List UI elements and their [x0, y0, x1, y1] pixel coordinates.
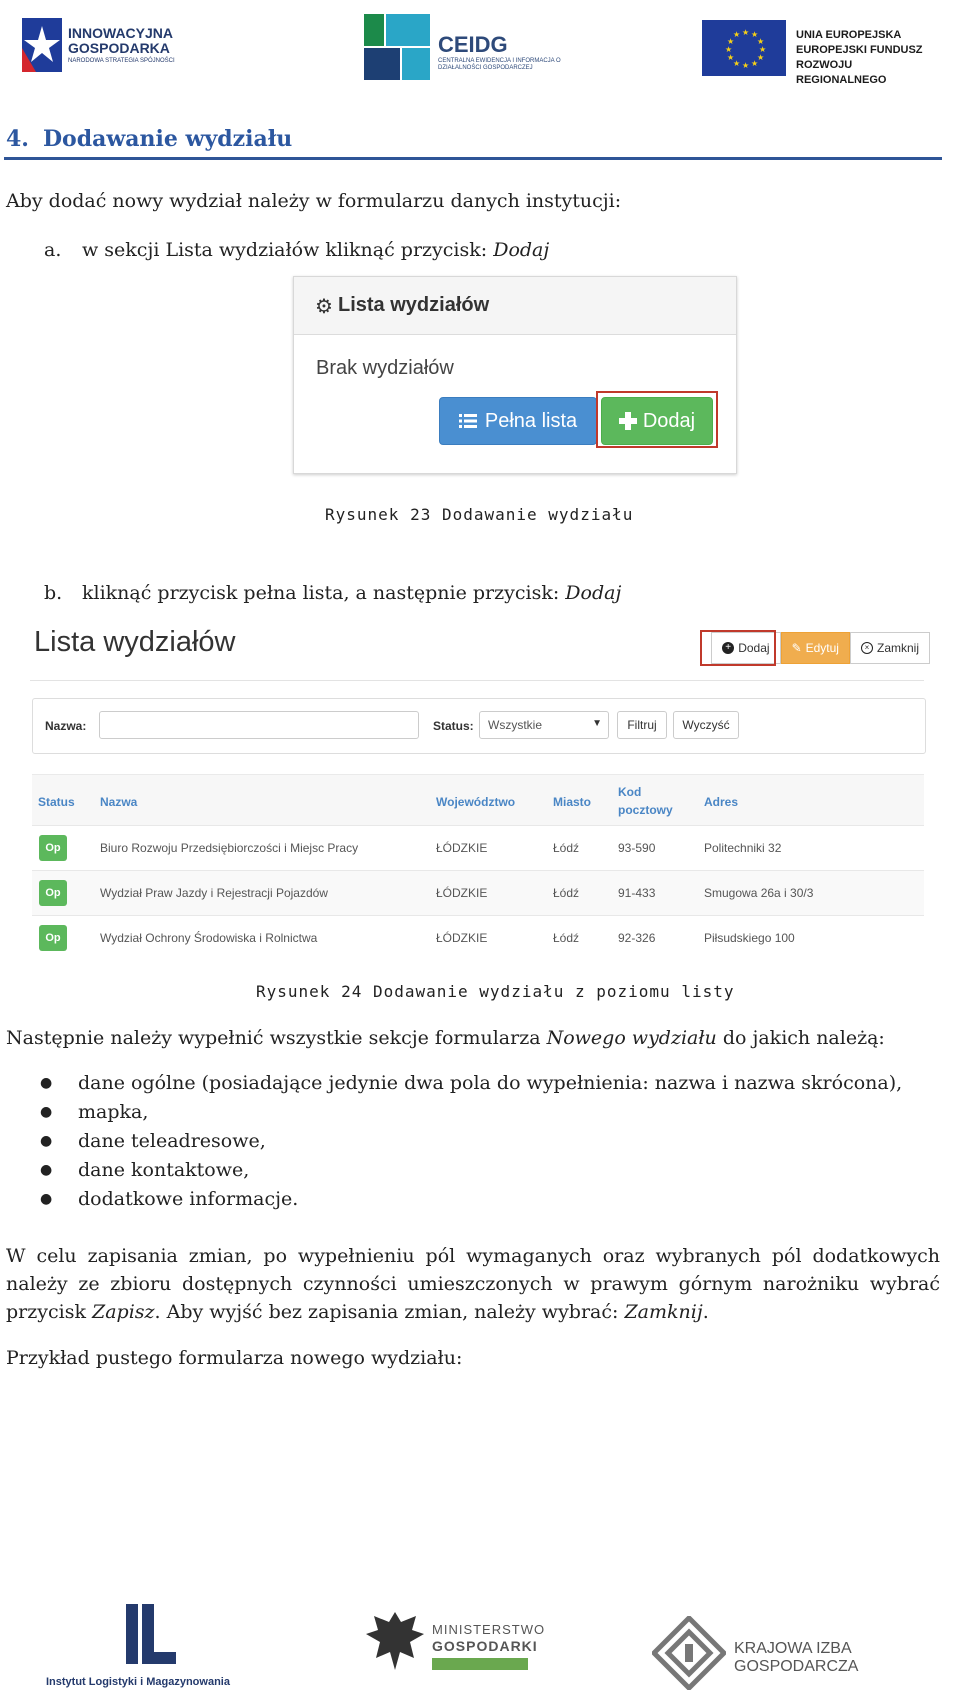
figure-23-panel	[293, 276, 737, 474]
step-a-emph: Dodaj	[493, 239, 550, 261]
departments-table	[32, 774, 924, 960]
ceidg-logo	[364, 14, 584, 84]
section-heading	[6, 126, 292, 152]
clear-button[interactable]: Wyczyść	[673, 711, 739, 739]
save-paragraph	[6, 1242, 940, 1326]
svg-text:★: ★	[742, 28, 750, 37]
edit-icon: ✎	[791, 641, 802, 655]
step-b-emph: Dodaj	[565, 582, 622, 604]
svg-text:★: ★	[757, 53, 765, 62]
table-row[interactable]	[32, 825, 924, 870]
cell-address: Piłsudskiego 100	[704, 931, 795, 945]
col-voivodeship[interactable]: Województwo	[436, 795, 516, 809]
col-address[interactable]: Adres	[704, 795, 739, 809]
save-part3: .	[702, 1301, 709, 1323]
status-badge: Op	[39, 925, 67, 951]
close-circle-icon: ×	[861, 642, 873, 654]
cell-name: Wydział Ochrony Środowiska i Rolnictwa	[100, 931, 318, 945]
svg-text:★: ★	[751, 30, 759, 39]
add-label: Dodaj	[642, 409, 696, 432]
svg-text:★: ★	[757, 37, 765, 46]
svg-text:★: ★	[759, 45, 767, 54]
edit-label: Edytuj	[805, 641, 839, 655]
section-title: Dodawanie wydziału	[42, 126, 293, 152]
next-emph: Nowego wydziału	[546, 1027, 717, 1049]
status-badge: Op	[39, 880, 67, 906]
col-postal-line2: pocztowy	[618, 803, 673, 817]
cell-city: Łódź	[553, 931, 580, 945]
highlight-box	[596, 391, 718, 448]
col-city[interactable]: Miasto	[553, 795, 592, 809]
status-value: Wszystkie	[488, 718, 542, 732]
cell-voivodeship: ŁÓDZKIE	[436, 886, 488, 900]
col-name[interactable]: Nazwa	[100, 795, 138, 809]
table-row[interactable]	[32, 915, 924, 960]
step-b-text: kliknąć przycisk pełna lista, a następnie przycisk:	[82, 582, 566, 604]
cell-postal: 91-433	[618, 886, 656, 900]
mg-line2: GOSPODARKI	[432, 1638, 538, 1654]
caret-down-icon: ▼	[592, 718, 602, 729]
edit-button[interactable]	[781, 632, 850, 664]
cell-name: Biuro Rozwoju Przedsiębiorczości i Miejsc Pracy	[100, 841, 359, 855]
step-a-text: w sekcji Lista wydziałów kliknąć przycisk:	[82, 239, 494, 261]
status-label: Status:	[433, 719, 474, 733]
eu-line1: UNIA EUROPEJSKA	[796, 29, 902, 41]
mg-line1: MINISTERSTWO	[432, 1622, 546, 1637]
cell-city: Łódź	[553, 886, 580, 900]
eagle-icon	[364, 1608, 426, 1678]
svg-text:★: ★	[742, 61, 750, 70]
innowacyjna-gospodarka-logo	[22, 14, 192, 84]
svg-text:★: ★	[751, 59, 759, 68]
close-label: Zamknij	[876, 641, 919, 655]
kig-logo	[652, 1606, 952, 1696]
heading-rule	[4, 157, 942, 160]
list-item: ● dane ogólne (posiadające jedynie dwa pola do wypełnienia: nazwa i nazwa skrócona),	[40, 1069, 902, 1098]
ceidg-mark-icon	[364, 14, 430, 80]
svg-text:★: ★	[725, 45, 733, 54]
cell-postal: 93-590	[618, 841, 656, 855]
list-icon	[459, 413, 477, 429]
ig-star-icon	[22, 18, 62, 72]
ceidg-name: CEIDG	[438, 32, 508, 57]
eu-flag-icon	[702, 20, 786, 76]
ministerstwo-logo	[364, 1608, 544, 1688]
ceidg-subtitle: CENTRALNA EWIDENCJA I INFORMACJA O DZIAŁALNOŚCI GOSPODARCZEJ	[438, 58, 561, 71]
next-before: Następnie należy wypełnić wszystkie sekcje formularza	[6, 1027, 547, 1049]
status-select[interactable]	[479, 711, 609, 739]
list-item: ● mapka,	[40, 1098, 902, 1127]
col-status[interactable]: Status	[38, 795, 75, 809]
svg-text:★: ★	[727, 53, 735, 62]
next-after: do jakich należą:	[716, 1027, 885, 1049]
ilim-mark-icon	[120, 1604, 180, 1664]
ig-line3: NARODOWA STRATEGIA SPÓJNOŚCI	[68, 58, 175, 64]
save-emph1: Zapisz	[92, 1301, 155, 1323]
next-paragraph	[6, 1026, 885, 1050]
list-title: Lista wydziałów	[34, 626, 236, 658]
list-item: ● dane kontaktowe,	[40, 1156, 902, 1185]
figure-23-caption: Rysunek 23 Dodawanie wydziału	[325, 505, 634, 524]
save-part2: . Aby wyjść bez zapisania zmian, należy wybrać:	[154, 1301, 625, 1323]
gear-icon: ⚙	[315, 296, 333, 318]
step-a-letter: a.	[44, 239, 62, 261]
col-postal[interactable]	[618, 783, 673, 819]
ig-line2: GOSPODARKA	[68, 40, 170, 56]
full-list-button[interactable]	[439, 397, 597, 445]
cell-address: Smugowa 26a i 30/3	[704, 886, 814, 900]
section-number: 4.	[6, 126, 29, 152]
kig-text: KRAJOWA IZBA GOSPODARCZA	[734, 1640, 859, 1675]
step-a	[44, 238, 550, 262]
full-list-label: Pełna lista	[484, 409, 578, 432]
cell-name: Wydział Praw Jazdy i Rejestracji Pojazdów	[100, 886, 328, 900]
step-b	[44, 581, 622, 605]
svg-text:★: ★	[727, 37, 735, 46]
intro-text: Aby dodać nowy wydział należy w formularzu danych instytucji:	[6, 190, 622, 212]
kig-mark-icon	[652, 1616, 726, 1690]
status-badge: Op	[39, 835, 67, 861]
list-item: ● dodatkowe informacje.	[40, 1185, 902, 1214]
svg-text:★: ★	[733, 30, 741, 39]
eu-logo	[702, 14, 942, 84]
highlight-box	[700, 630, 776, 666]
empty-text: Brak wydziałów	[316, 357, 454, 379]
name-label: Nazwa:	[45, 719, 87, 733]
step-b-letter: b.	[44, 582, 63, 604]
cell-voivodeship: ŁÓDZKIE	[436, 931, 488, 945]
figure-24-caption: Rysunek 24 Dodawanie wydziału z poziomu listy	[256, 982, 735, 1001]
add-label: Dodaj	[738, 641, 770, 655]
ilim-text: Instytut Logistyki i Magazynowania	[46, 1676, 230, 1688]
list-item: ● dane teleadresowe,	[40, 1127, 902, 1156]
table-row[interactable]	[32, 870, 924, 915]
filter-panel	[32, 698, 926, 754]
panel-title: Lista wydziałów	[338, 294, 490, 316]
mg-green-bar	[432, 1658, 528, 1670]
example-text: Przykład pustego formularza nowego wydziału:	[6, 1347, 463, 1369]
save-emph2: Zamknij	[624, 1301, 703, 1323]
table-header	[32, 774, 924, 825]
cell-postal: 92-326	[618, 931, 656, 945]
save-part1: W celu zapisania zmian, po wypełnieniu pól wymaganych oraz wybranych pól dodatkowych należy ze zbioru dostępnych czynności umieszczonych w prawym górnym narożniku wybrać przycisk	[6, 1245, 940, 1323]
cell-city: Łódź	[553, 841, 580, 855]
close-button[interactable]	[850, 632, 930, 664]
ig-line1: INNOWACYJNA	[68, 25, 174, 41]
col-postal-line1: Kod	[618, 785, 642, 799]
cell-address: Politechniki 32	[704, 841, 782, 855]
figure-24-screen	[30, 620, 930, 950]
ilim-logo	[46, 1600, 236, 1690]
cell-voivodeship: ŁÓDZKIE	[436, 841, 488, 855]
eu-line2: EUROPEJSKI FUNDUSZ	[796, 44, 923, 56]
name-input[interactable]	[99, 711, 419, 739]
filter-button[interactable]: Filtruj	[617, 711, 667, 739]
section-list	[40, 1069, 902, 1214]
eu-line3: ROZWOJU REGIONALNEGO	[796, 59, 887, 86]
title-divider	[30, 680, 924, 681]
plus-circle-icon: +	[722, 642, 734, 654]
svg-text:★: ★	[733, 59, 741, 68]
